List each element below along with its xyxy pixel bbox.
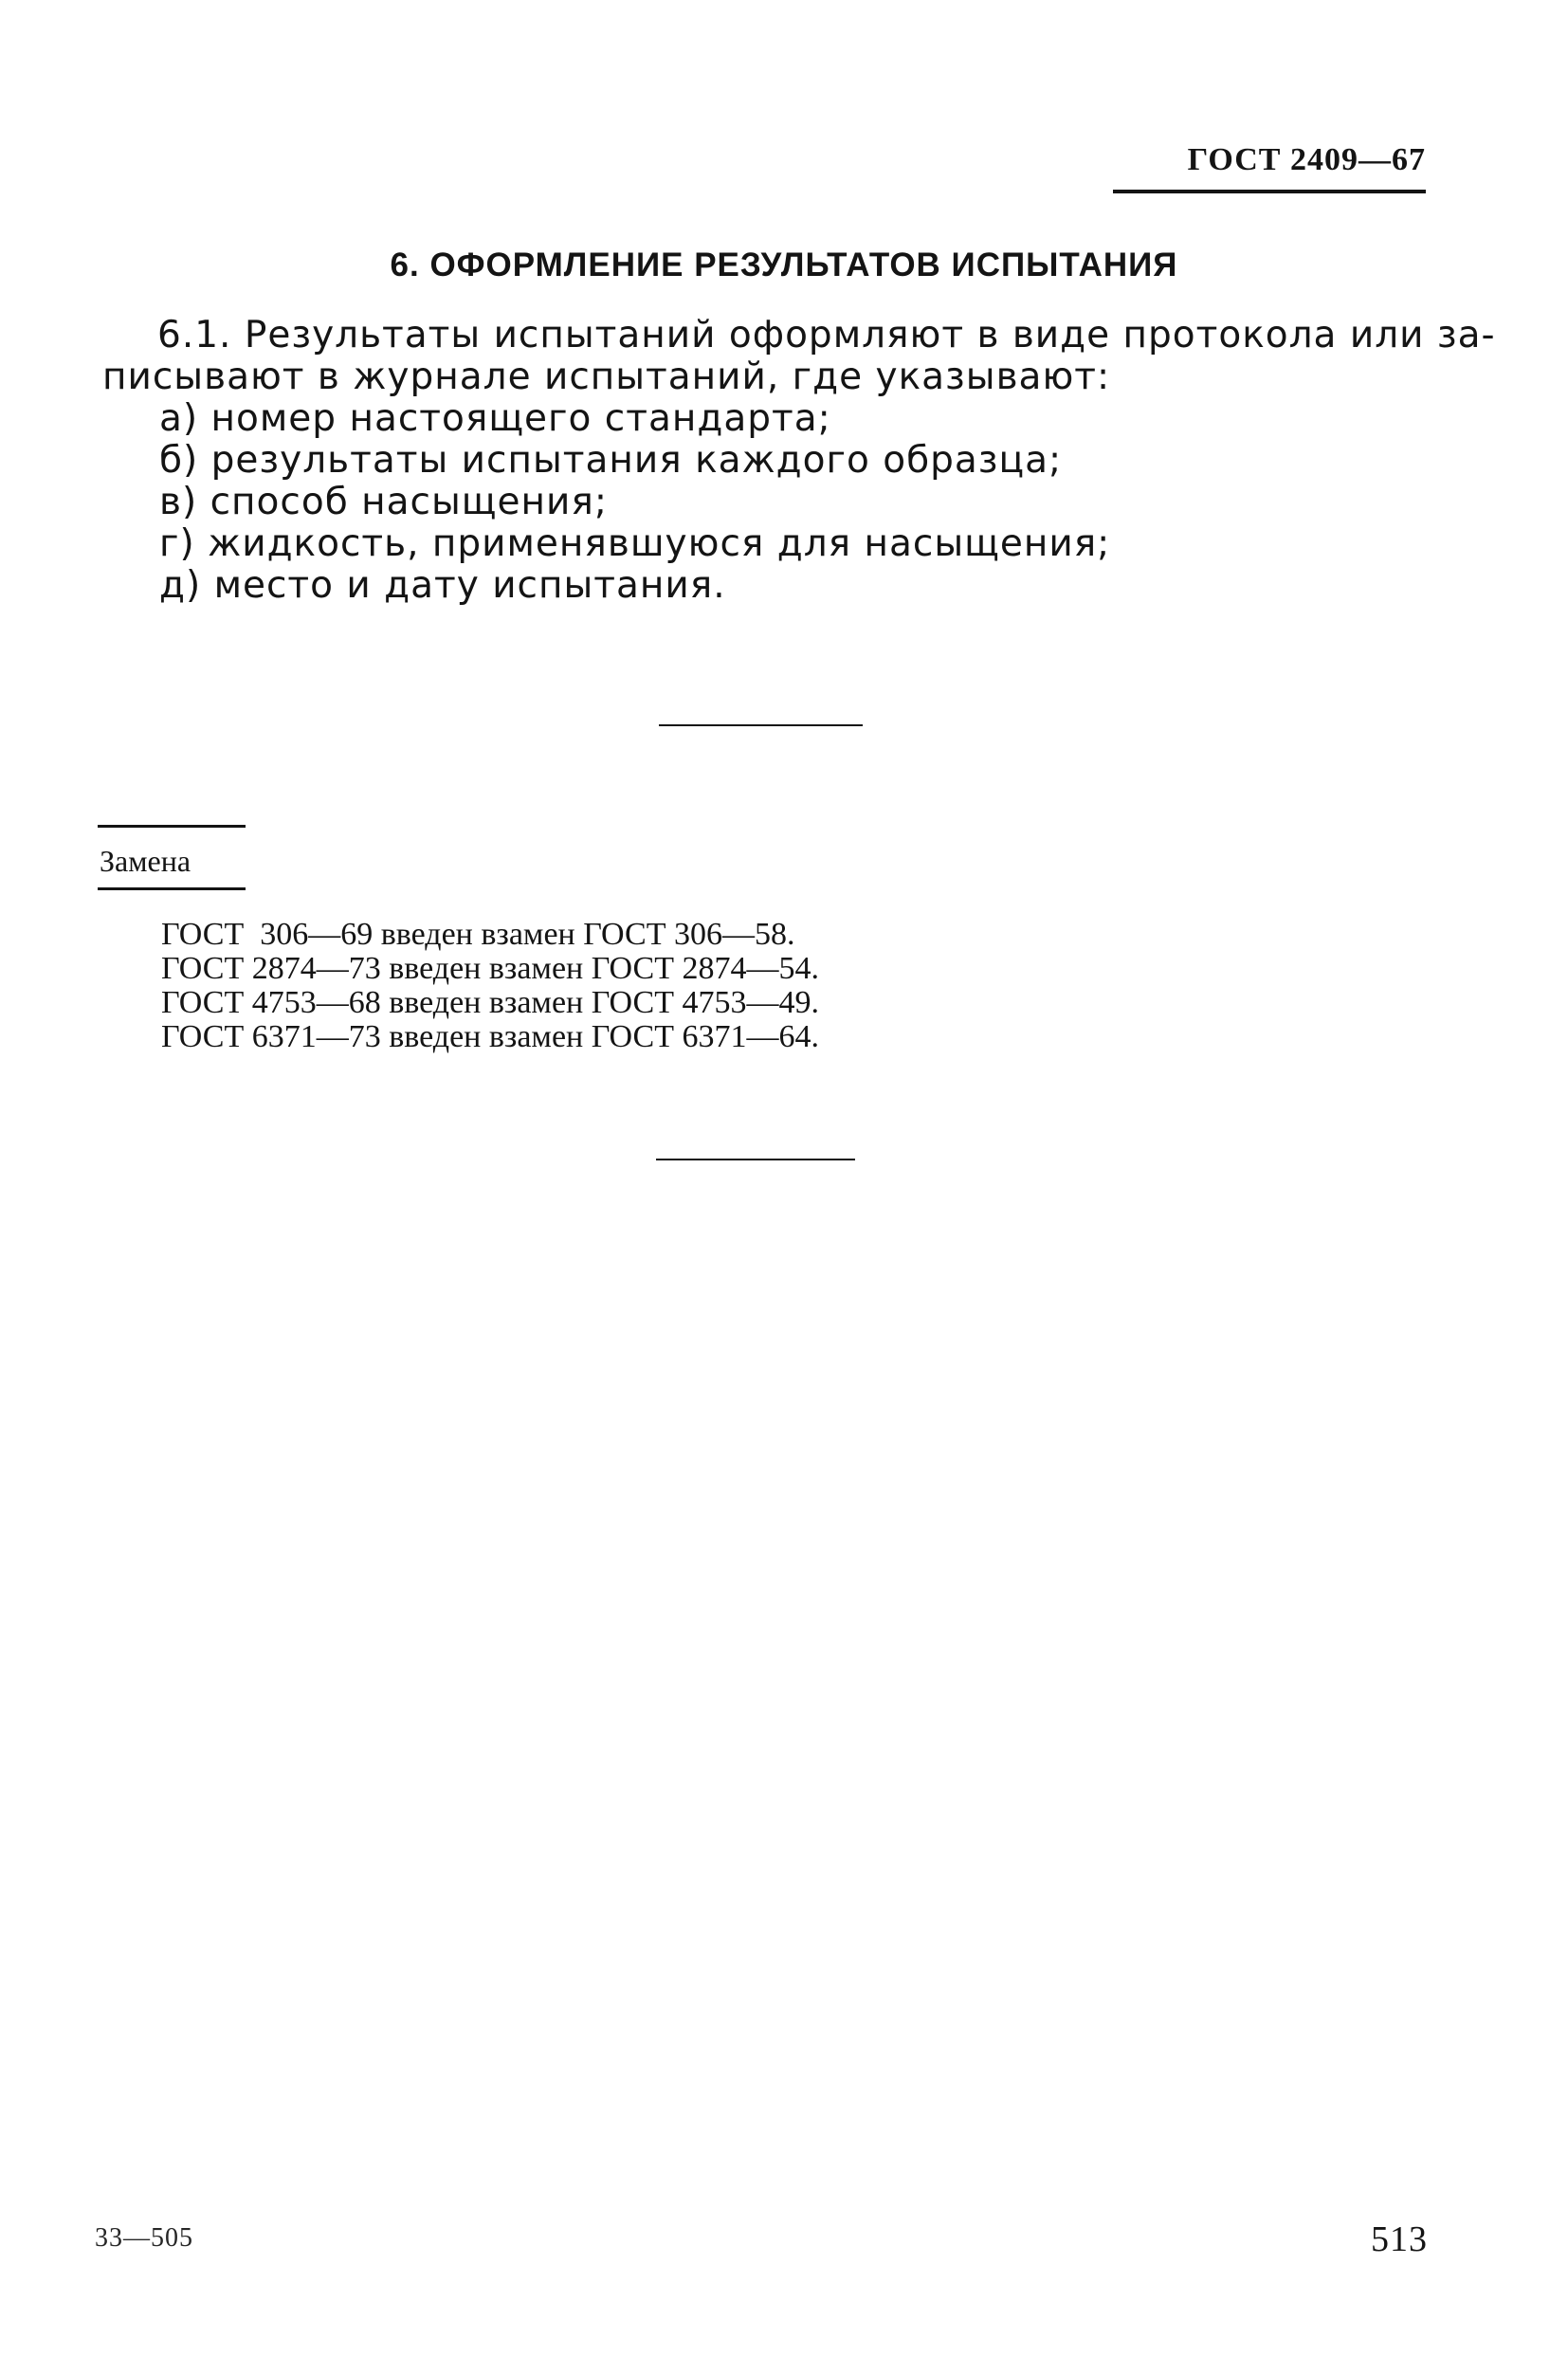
- clause-6-1: [102, 314, 1496, 607]
- list-item-v: в) способ насыщения;: [159, 481, 608, 523]
- replacement-row: ГОСТ 2874—73 введен взамен ГОСТ 2874—54.: [161, 951, 819, 986]
- replacement-rule-bottom: [98, 887, 246, 890]
- list-item-a: а) номер настоящего стандарта;: [159, 397, 831, 440]
- print-code: 33—505: [95, 2223, 193, 2253]
- header-underline: [1113, 190, 1426, 193]
- replacement-rule-top: [98, 825, 246, 828]
- standard-number: ГОСТ 2409—67: [1187, 142, 1426, 177]
- clause-line-1: 6.1. Результаты испытаний оформляют в виде протокола или за-: [157, 314, 1496, 356]
- list-item-g: г) жидкость, применявшуюся для насыщения;: [159, 522, 1111, 565]
- replacement-label: Замена: [100, 844, 191, 878]
- end-separator: [656, 1159, 855, 1160]
- section-title: 6. ОФОРМЛЕНИЕ РЕЗУЛЬТАТОВ ИСПЫТАНИЯ: [390, 247, 1178, 283]
- clause-line-2: писывают в журнале испытаний, где указывают:: [102, 356, 1111, 398]
- section-separator: [659, 724, 863, 726]
- replacement-row: ГОСТ 6371—73 введен взамен ГОСТ 6371—64.: [161, 1019, 819, 1054]
- page-number: 513: [1371, 2219, 1428, 2259]
- replacement-row: ГОСТ 4753—68 введен взамен ГОСТ 4753—49.: [161, 985, 819, 1020]
- list-item-b: б) результаты испытания каждого образца;: [159, 439, 1063, 482]
- page-header: [1188, 144, 1426, 176]
- replacement-row: ГОСТ 306—69 введен взамен ГОСТ 306—58.: [161, 917, 795, 952]
- list-item-d: д) место и дату испытания.: [159, 564, 726, 607]
- replacement-list: [161, 918, 819, 1054]
